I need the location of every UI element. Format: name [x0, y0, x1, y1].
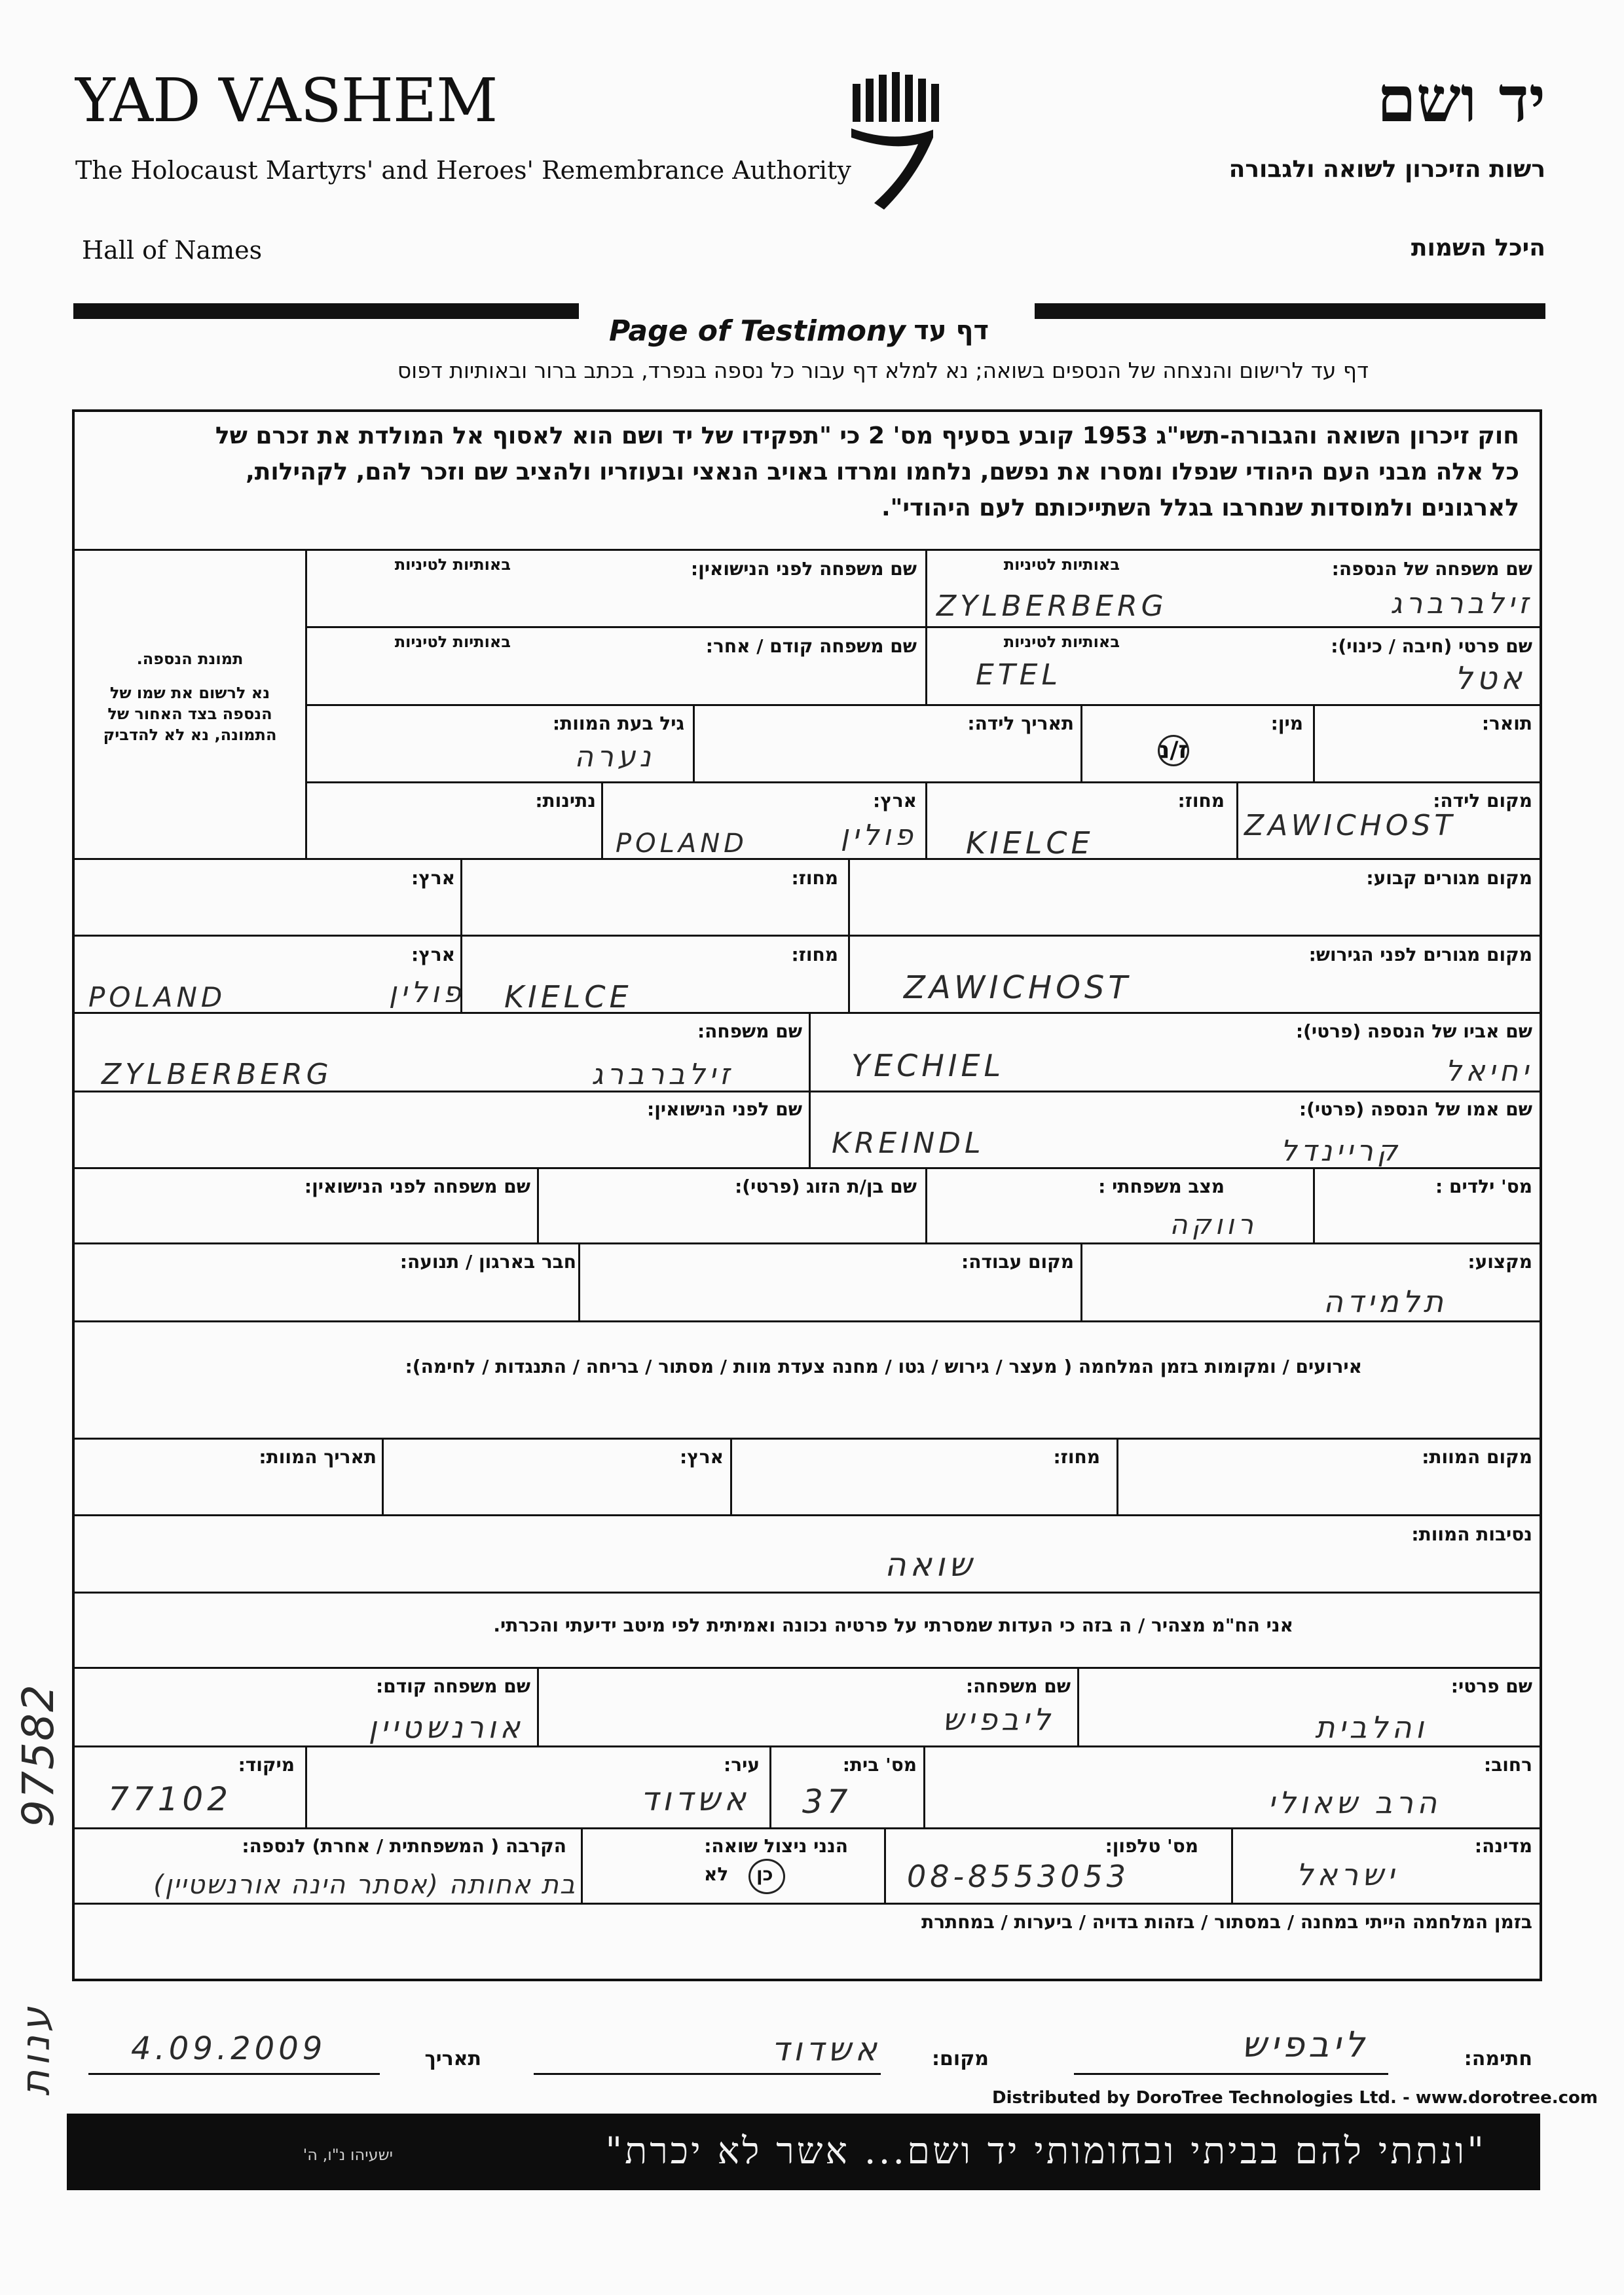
value-res-place[interactable]: ZAWICHOST	[904, 969, 1132, 1006]
label-birth-district: מחוז:	[1177, 790, 1225, 812]
label-nationality: נתינות:	[535, 790, 596, 812]
label-before-marriage: שם לפני הנישואין:	[647, 1098, 802, 1120]
label-phone: מס' טלפון:	[1105, 1835, 1198, 1857]
label-latin-2: באותיות לטיניות	[394, 555, 511, 574]
footer-quote: "ונתתי להם בביתי ובחומותי יד ושם... אשר לא יכרת"	[605, 2130, 1486, 2173]
photo-text-1: נא לרשום את שמו של	[109, 684, 270, 702]
value-birth-district[interactable]: KIELCE	[966, 825, 1094, 861]
label-zip: מיקוד:	[238, 1754, 295, 1776]
label-mother-name: שם אמו של הנספה (פרטי):	[1299, 1098, 1532, 1120]
value-house-no[interactable]: 37	[802, 1783, 852, 1821]
label-sub-surname: שם משפחה:	[965, 1675, 1071, 1697]
label-death-place: מקום המוות:	[1422, 1446, 1532, 1468]
value-sign-place[interactable]: אשדוד	[771, 2030, 881, 2068]
label-house-no: מס' בית:	[842, 1754, 917, 1776]
label-workplace: מקום עבודה:	[961, 1251, 1074, 1273]
title-bar-left	[73, 303, 579, 319]
label-latin-3: באותיות לטיניות	[1003, 633, 1120, 651]
value-state[interactable]: ישראל	[1296, 1857, 1398, 1892]
signature-line	[1074, 2073, 1388, 2075]
value-mother-first-latin[interactable]: KREINDL	[832, 1127, 985, 1160]
label-spouse-name: שם בן/ת הזוג (פרטי):	[735, 1176, 917, 1197]
label-sub-first: שם פרטי:	[1450, 1675, 1532, 1697]
photo-text-2: הנספה בצד האחור של	[107, 705, 272, 723]
value-mother-first-he[interactable]: קריינדל	[1280, 1134, 1401, 1168]
law-line-1: חוק זיכרון השואה והגבורה-תשי"ג 1953 קובע בסעיף מס' 2 כי "תפקידו של יד ושם הוא לאסוף אל המולדת את זכרם של	[215, 422, 1519, 449]
label-latin-4: באותיות לטיניות	[394, 633, 511, 651]
label-declaration: אני הח"מ מצהיר / ה בזה כי העדות שמסרתי על פרטיה נכונה ואמיתית לפי מיטב ידיעתי והכרתי.	[493, 1614, 1293, 1636]
value-sub-first[interactable]: והלבית	[1315, 1709, 1428, 1745]
value-res-country-he[interactable]: פולין	[388, 976, 465, 1009]
label-age: גיל בעת המוות:	[552, 713, 684, 734]
label-state: מדינה:	[1474, 1835, 1532, 1857]
value-father-first[interactable]: יחיאל	[1445, 1054, 1532, 1088]
value-phone[interactable]: 08-8553053	[907, 1859, 1130, 1894]
instructions: דף עד לרישום והנצחה של הנספים בשואה; נא למלא דף עבור כל נספה בנפרד, בכתב ברור ובאותיות דפוס	[397, 358, 1369, 383]
label-father-surname: שם משפחה:	[697, 1020, 802, 1042]
label-perm-district: מחוז:	[791, 867, 838, 889]
value-sign-date[interactable]: 4.09.2009	[131, 2030, 327, 2067]
law-line-3: לארגונים ולמוסדות שנחרבו בגלל השתייכותם לעם היהודי".	[881, 494, 1519, 521]
label-victim-surname: שם משפחה של הנספה:	[1331, 558, 1532, 580]
label-num-children: מס' ילדים :	[1435, 1176, 1532, 1197]
label-gender: מין:	[1270, 713, 1303, 734]
page-title-en: Page of Testimony	[609, 314, 906, 348]
label-residence-before: מקום מגורים לפני הגירוש:	[1308, 944, 1532, 965]
label-maiden-name: שם משפחה לפני הנישואין:	[690, 558, 917, 580]
label-birth-date: תאריך לידה:	[967, 713, 1074, 734]
label-permanent-residence: מקום מגורים קבוע:	[1366, 867, 1532, 889]
label-father-name: שם אביו של הנספה (פרטי):	[1295, 1020, 1532, 1042]
label-birth-country: ארץ:	[873, 790, 917, 812]
photo-box	[82, 648, 298, 745]
value-birth-country-latin[interactable]: POLAND	[616, 829, 748, 859]
margin-note: ענות	[13, 2003, 59, 2096]
value-father-first-latin[interactable]: YECHIEL	[851, 1048, 1005, 1083]
value-relation[interactable]: בת אחותה (אסתר הינה אורנשטיין)	[153, 1870, 576, 1900]
value-res-country-latin[interactable]: POLAND	[88, 981, 227, 1013]
value-sub-prev[interactable]: אורנשטיין	[368, 1709, 524, 1745]
value-signature[interactable]: ליבפיש	[1241, 2024, 1369, 2065]
gender-circle	[1158, 735, 1189, 766]
value-first-name-he[interactable]: אטל	[1454, 660, 1526, 697]
label-death-date: תאריך המוות:	[259, 1446, 377, 1468]
value-profession[interactable]: תלמידה	[1323, 1284, 1447, 1319]
value-first-name-latin[interactable]: ETEL	[976, 658, 1061, 692]
org-subtitle-he: רשות הזיכרון לשואה ולגבורה	[1228, 156, 1545, 183]
label-prev-surname: שם משפחה קודם / אחר:	[705, 635, 917, 657]
label-wartime-status: בזמן המלחמה הייתי במחנה / במסתור / בזהות בדויה / ביערות / במחתרת	[921, 1911, 1532, 1933]
label-sub-prev: שם משפחה קודם:	[376, 1675, 530, 1697]
label-signature: חתימה:	[1464, 2047, 1532, 2070]
date-line	[88, 2073, 380, 2075]
place-line	[534, 2073, 881, 2075]
margin-number: 97582	[13, 1683, 64, 1827]
label-profession: מקצוע:	[1467, 1251, 1532, 1273]
value-street[interactable]: הרב שאולי	[1268, 1785, 1441, 1820]
value-death-circumstances[interactable]: שואה	[884, 1546, 976, 1584]
label-date: תאריך	[424, 2047, 481, 2070]
label-spouse-maiden: שם משפחה לפני הנישואין:	[304, 1176, 530, 1197]
value-age[interactable]: נערה	[574, 740, 655, 774]
value-birth-place[interactable]: ZAWICHOST	[1244, 809, 1456, 842]
footer-source: ישעיהו נ"ו, ה'	[303, 2146, 393, 2164]
label-first-name: שם פרטי (חיבה / כינוי):	[1331, 635, 1532, 657]
hall-en: Hall of Names	[82, 236, 263, 265]
label-latin-1: באותיות לטיניות	[1003, 555, 1120, 574]
org-subtitle-en: The Holocaust Martyrs' and Heroes' Remembrance Authority	[75, 156, 851, 185]
org-name-he: יד ושם	[1376, 62, 1545, 136]
label-birth-place: מקום לידה:	[1433, 790, 1532, 812]
label-street: רחוב:	[1484, 1754, 1532, 1776]
hall-he: היכל השמות	[1411, 234, 1545, 261]
label-death-country: ארץ:	[680, 1446, 724, 1468]
label-relation: הקרבה ( המשפחתית / אחרת) לנספה:	[242, 1835, 566, 1857]
distributed-by: Distributed by DoroTree Technologies Ltd. - www.dorotree.com	[992, 2088, 1598, 2108]
label-organization: חבר בארגון / תנועה:	[399, 1251, 576, 1273]
label-survivor: הנני ניצול שואה:	[704, 1835, 848, 1857]
value-marital[interactable]: רווקה	[1170, 1208, 1257, 1241]
value-surname-latin[interactable]: ZYLBERBERG	[936, 589, 1168, 623]
value-sub-surname[interactable]: ליבפיש	[942, 1702, 1054, 1737]
label-res-country: ארץ:	[411, 944, 455, 965]
page-title-he: דף עד	[913, 316, 989, 346]
law-line-2: כל אלה מבני העם היהודי שנפלו ומסרו את נפשם, נלחמו ומרדו באויב הנאצי ובעוזריו ולהציב שם וזכר להם, לקהילות,	[246, 458, 1519, 485]
title-bar-right	[1035, 303, 1545, 319]
value-father-surname-latin[interactable]: ZYLBERBERG	[101, 1058, 333, 1091]
label-perm-country: ארץ:	[411, 867, 455, 889]
label-death-circumstances: נסיבות המוות:	[1411, 1523, 1532, 1545]
survivor-yes-circle	[748, 1859, 785, 1894]
label-place: מקום:	[932, 2047, 989, 2070]
yad-vashem-logo	[845, 72, 943, 216]
survivor-no[interactable]: לא	[704, 1863, 729, 1885]
photo-text-3: התמונה, נא לא להדביק	[103, 726, 277, 744]
label-wartime-events: אירועים / ומקומות בזמן המלחמה ( מעצר / גירוש / גטו / מחנה צעדת מוות / מסתור / בריחה / התנגדות / לחימה):	[405, 1356, 1362, 1377]
label-city: עיר:	[724, 1754, 760, 1776]
label-death-district: מחוז:	[1053, 1446, 1100, 1468]
value-gender[interactable]: ז/נ	[1159, 737, 1188, 764]
value-zip[interactable]: 77102	[108, 1780, 232, 1818]
value-city[interactable]: אשדוד	[640, 1780, 750, 1818]
label-marital-status: מצב משפחתי :	[1098, 1176, 1225, 1197]
value-birth-country-he[interactable]: פולין	[840, 819, 917, 852]
photo-title: תמונת הנספה.	[136, 650, 244, 668]
value-res-district[interactable]: KIELCE	[504, 979, 633, 1015]
value-father-surname-he[interactable]: זילברברג	[591, 1058, 733, 1091]
org-name-en: YAD VASHEM	[75, 65, 498, 136]
value-surname-he[interactable]: זילברברג	[1390, 587, 1532, 620]
label-res-district: מחוז:	[791, 944, 838, 965]
label-title: תואר:	[1481, 713, 1532, 734]
survivor-yes[interactable]: כן	[756, 1863, 773, 1885]
